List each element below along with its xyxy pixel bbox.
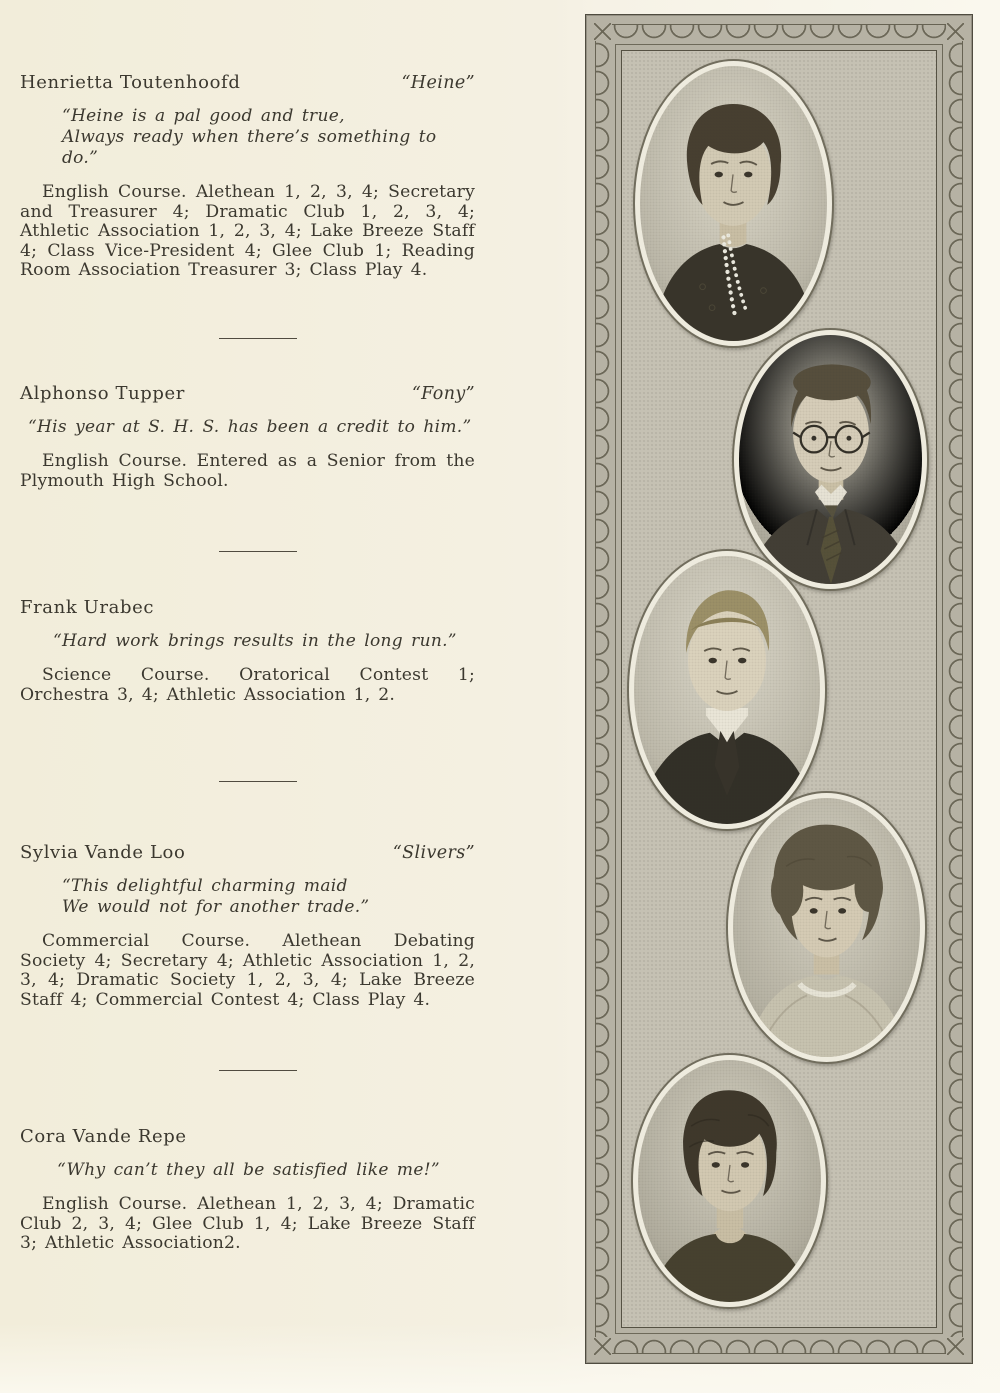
- student-name: Henrietta Toutenhoofd: [20, 72, 241, 93]
- entry-header: [20, 383, 475, 405]
- student-nickname: “Fony”: [411, 384, 475, 404]
- portrait-photo: [733, 798, 920, 1057]
- student-quote: [62, 106, 475, 169]
- portrait-oval-1: [633, 59, 834, 348]
- student-name: Frank Urabec: [20, 597, 155, 618]
- portrait-photo: [739, 335, 922, 584]
- portrait-oval-2: [732, 328, 929, 591]
- quote-line: “Hard work brings results in the long run.”: [53, 631, 457, 651]
- portrait-illustration: [733, 798, 920, 1057]
- portrait-illustration: [640, 66, 827, 341]
- portrait-oval-5: [631, 1053, 828, 1309]
- portrait-photo: [634, 556, 820, 824]
- entry-header: [20, 72, 475, 94]
- quote-line: “This delightful charming maid: [62, 876, 348, 896]
- quote-line: We would not for another trade.”: [62, 897, 370, 917]
- student-activities: Science Course. Oratorical Contest 1; Orchestra 3, 4; Athletic Association 1, 2.: [20, 665, 475, 705]
- portrait-oval-4: [726, 791, 927, 1064]
- student-quote: [57, 1160, 475, 1181]
- student-activities: English Course. Alethean 1, 2, 3, 4; Secretary and Treasurer 4; Dramatic Club 1, 2, 3, 4; Athletic Association 1, 2, 3, 4; Lake Breeze Staff 4; Class Vice-President 4; Glee Club 1; Reading Room Association Treasurer 3; Class Play 4.: [20, 182, 475, 281]
- portrait-illustration: [638, 1060, 821, 1302]
- student-name: Alphonso Tupper: [20, 383, 185, 404]
- entry-header: [20, 597, 475, 619]
- border-corner-ornament: [947, 1338, 964, 1355]
- border-corner-ornament: [594, 23, 611, 40]
- student-entry: [20, 842, 475, 1010]
- scallop-border-right: [947, 41, 963, 1337]
- entry-header: [20, 1126, 475, 1148]
- scallop-border-top: [612, 24, 946, 40]
- border-corner-ornament: [594, 1338, 611, 1355]
- quote-line: “His year at S. H. S. has been a credit to him.”: [28, 417, 472, 437]
- entry-header: [20, 842, 475, 864]
- student-entry: [20, 72, 475, 281]
- student-name: Cora Vande Repe: [20, 1126, 187, 1147]
- portrait-oval-3: [627, 549, 827, 831]
- student-activities: English Course. Entered as a Senior from the Plymouth High School.: [20, 451, 475, 491]
- quote-line: “Why can’t they all be satisfied like me!”: [57, 1160, 440, 1180]
- portrait-photo: [638, 1060, 821, 1302]
- section-divider: [219, 1070, 297, 1071]
- student-entry: [20, 383, 475, 491]
- student-activities: English Course. Alethean 1, 2, 3, 4; Dramatic Club 2, 3, 4; Glee Club 1, 4; Lake Breeze Staff 3; Athletic Association2.: [20, 1194, 475, 1254]
- student-entry: [20, 1126, 475, 1254]
- portrait-illustration: [634, 556, 820, 824]
- scallop-border-bottom: [612, 1338, 946, 1354]
- student-quote: [28, 417, 475, 438]
- portrait-photo: [640, 66, 827, 341]
- portrait-panel: [585, 14, 973, 1364]
- portrait-illustration: [739, 335, 922, 584]
- section-divider: [219, 551, 297, 552]
- student-activities: Commercial Course. Alethean Debating Society 4; Secretary 4; Athletic Association 1, 2, 3, 4; Dramatic Society 1, 2, 3, 4; Lake Breeze Staff 4; Commercial Contest 4; Class Play 4.: [20, 931, 475, 1010]
- student-quote: [53, 631, 475, 652]
- student-quote: [62, 876, 475, 918]
- quote-line: “Heine is a pal good and true,: [62, 106, 345, 126]
- section-divider: [219, 781, 297, 782]
- border-corner-ornament: [947, 23, 964, 40]
- quote-line: Always ready when there’s something to do.”: [62, 127, 437, 168]
- section-divider: [219, 338, 297, 339]
- student-nickname: “Slivers”: [392, 843, 475, 863]
- scallop-border-left: [595, 41, 611, 1337]
- student-entry: [20, 597, 475, 705]
- student-nickname: “Heine”: [401, 73, 475, 93]
- student-name: Sylvia Vande Loo: [20, 842, 186, 863]
